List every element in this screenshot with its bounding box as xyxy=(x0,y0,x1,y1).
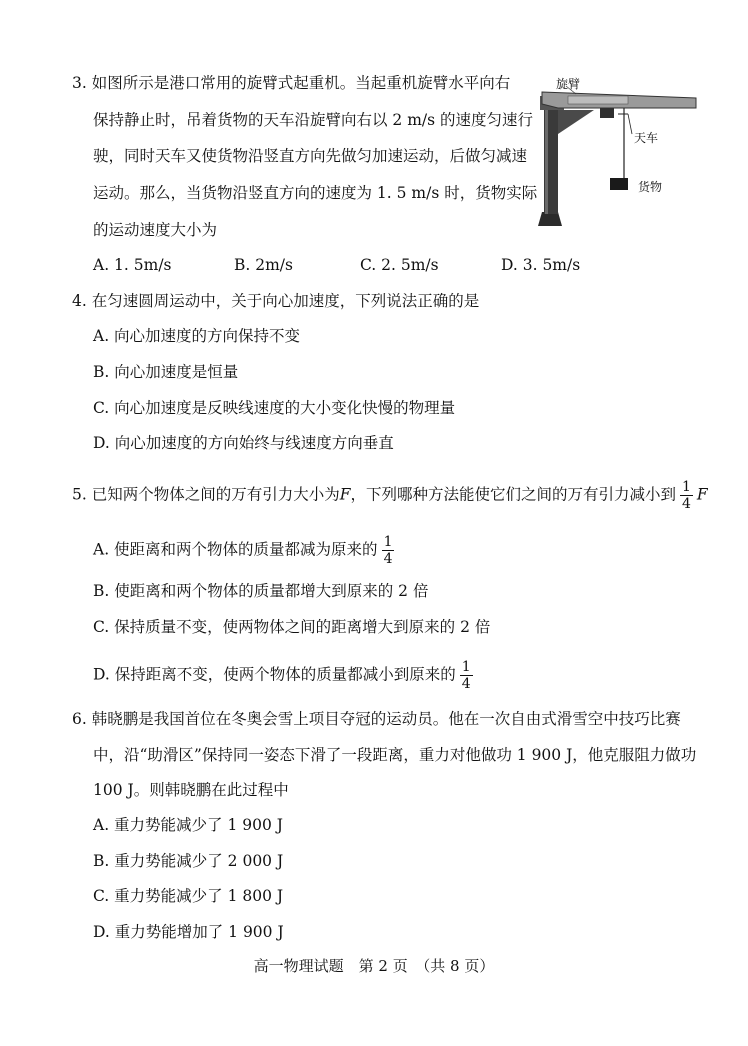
q3-line-3: 驶，同时天车又使货物沿竖直方向先做匀加速运动，后做匀减速 xyxy=(93,147,528,165)
page-footer: 高一物理试题 第 2 页 （共 8 页） xyxy=(253,957,495,975)
q5-stem-suffix: F xyxy=(696,485,708,504)
q4-option-c: C. 向心加速度是反映线速度的大小变化快慢的物理量 xyxy=(93,399,456,417)
q3-line-4: 运动。那么，当货物沿竖直方向的速度为 1. 5 m/s 时，货物实际 xyxy=(93,184,538,202)
q6-line-1: 6. 韩晓鹏是我国首位在冬奥会雪上项目夺冠的运动员。他在一次自由式滑雪空中技巧比赛 xyxy=(72,710,681,728)
fraction-denominator: 4 xyxy=(383,551,393,567)
q4-stem: 4. 在匀速圆周运动中，关于向心加速度，下列说法正确的是 xyxy=(72,292,480,310)
q6-line-2: 中，沿“助滑区”保持同一姿态下滑了一段距离，重力对他做功 1 900 J，他克服阻力做功 xyxy=(93,746,697,764)
q3-option-c: C. 2. 5m/s xyxy=(360,256,439,274)
q3-line-1: 3. 如图所示是港口常用的旋臂式起重机。当起重机旋臂水平向右 xyxy=(72,74,511,92)
q3-option-b: B. 2m/s xyxy=(234,256,293,274)
fraction-numerator: 1 xyxy=(461,659,471,675)
q3-line-5: 的运动速度大小为 xyxy=(93,221,218,239)
q6-option-a: A. 重力势能减少了 1 900 J xyxy=(93,816,283,834)
fraction-denominator: 4 xyxy=(682,496,691,512)
q3-line-2: 保持静止时，吊着货物的天车沿旋臂向右以 2 m/s 的速度匀速行 xyxy=(93,111,534,129)
q4-option-b: B. 向心加速度是恒量 xyxy=(93,363,239,381)
q5-stem-middle: ，下列哪种方法能使它们之间的万有引力减小到 xyxy=(350,485,676,504)
q5-option-d-text: D. 保持距离不变，使两个物体的质量都减小到原来的 xyxy=(93,665,456,684)
q6-option-b: B. 重力势能减少了 2 000 J xyxy=(93,852,284,870)
q5-stem-var: F xyxy=(339,485,351,504)
q5-option-b: B. 使距离和两个物体的质量都增大到原来的 2 倍 xyxy=(93,582,429,600)
q5-option-a-fraction xyxy=(382,534,395,567)
q4-option-a: A. 向心加速度的方向保持不变 xyxy=(93,327,301,345)
q6-line-3: 100 J。则韩晓鹏在此过程中 xyxy=(93,781,289,799)
arm-label: 旋臂 xyxy=(556,77,581,91)
q5-option-c: C. 保持质量不变，使两物体之间的距离增大到原来的 2 倍 xyxy=(93,618,491,636)
q4-option-d: D. 向心加速度的方向始终与线速度方向垂直 xyxy=(93,434,394,452)
q3-option-a: A. 1. 5m/s xyxy=(93,256,172,274)
q5-option-a-text: A. 使距离和两个物体的质量都减为原来的 xyxy=(93,540,378,559)
q5-option-d xyxy=(93,659,477,692)
cargo-label: 货物 xyxy=(638,180,663,194)
crane-figure xyxy=(528,74,708,234)
q5-option-a xyxy=(93,534,398,567)
q5-option-d-fraction xyxy=(460,659,473,692)
q5-stem-fraction xyxy=(680,479,693,512)
q6-option-c: C. 重力势能减少了 1 800 J xyxy=(93,887,284,905)
q5-stem xyxy=(72,479,708,512)
q5-stem-prefix: 5. 已知两个物体之间的万有引力大小为 xyxy=(72,485,340,504)
q6-option-d: D. 重力势能增加了 1 900 J xyxy=(93,923,284,941)
q3-option-d: D. 3. 5m/s xyxy=(501,256,581,274)
crane-illustration xyxy=(528,74,708,234)
trolley-label: 天车 xyxy=(634,131,659,145)
fraction-denominator: 4 xyxy=(461,676,471,692)
fraction-numerator: 1 xyxy=(383,534,393,550)
fraction-numerator: 1 xyxy=(682,479,691,495)
